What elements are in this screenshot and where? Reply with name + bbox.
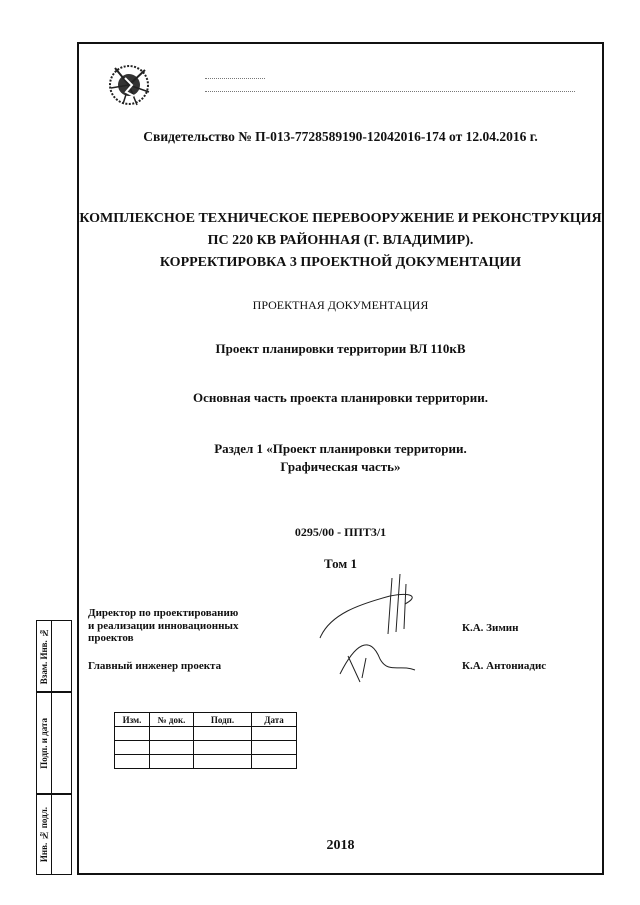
volume-number: Том 1	[324, 556, 357, 571]
table-cell	[115, 755, 150, 769]
table-header-row	[115, 713, 297, 727]
table-cell	[150, 727, 194, 741]
table-cell	[194, 727, 252, 741]
table-cell	[194, 755, 252, 769]
project-name: Проект планировки территории ВЛ 110кВ	[215, 341, 466, 356]
signatory-role-2: Главный инженер проекта	[88, 660, 222, 672]
column-header: Дата	[252, 713, 297, 727]
table-cell	[252, 727, 297, 741]
handwritten-signatures	[300, 574, 440, 684]
organization-name-faded	[205, 78, 265, 80]
stamp-original-inventory: Инв. № подл.	[36, 794, 72, 875]
table-row	[115, 741, 297, 755]
signatory-name-2: К.А. Антониадис	[462, 660, 547, 672]
section-line-2: Графическая часть»	[280, 459, 401, 474]
table-row	[115, 755, 297, 769]
revision-table	[114, 712, 297, 769]
project-title-line-1: КОМПЛЕКСНОЕ ТЕХНИЧЕСКОЕ ПЕРЕВООРУЖЕНИЕ И РЕКОНСТРУКЦИЯ	[79, 211, 602, 226]
column-header: № док.	[150, 713, 194, 727]
table-cell	[115, 741, 150, 755]
stamp-signature-date: Подп. и дата	[36, 692, 72, 794]
column-header: Изм.	[115, 713, 150, 727]
table-cell	[115, 727, 150, 741]
signatory-role-1: Директор по проектированию и реализации инновационных проектов	[88, 607, 239, 644]
document-code: 0295/00 - ППТ3/1	[294, 525, 387, 539]
organization-name-faded	[205, 91, 575, 93]
table-cell	[194, 741, 252, 755]
part-name: Основная часть проекта планировки территории.	[193, 390, 488, 405]
section-line-1: Раздел 1 «Проект планировки территории.	[214, 441, 467, 456]
table-cell	[252, 741, 297, 755]
document-type: ПРОЕКТНАЯ ДОКУМЕНТАЦИЯ	[252, 298, 429, 312]
project-title-line-2: ПС 220 КВ РАЙОННАЯ (Г. ВЛАДИМИР).	[207, 233, 474, 248]
column-header: Подп.	[194, 713, 252, 727]
table-row	[115, 727, 297, 741]
document-year: 2018	[326, 838, 355, 853]
project-title-line-3: КОРРЕКТИРОВКА 3 ПРОЕКТНОЙ ДОКУМЕНТАЦИИ	[159, 255, 522, 270]
certificate-number: Свидетельство № П-013-7728589190-12042016-174 от 12.04.2016 г.	[143, 129, 538, 144]
signatory-name-1: К.А. Зимин	[462, 622, 519, 634]
utility-emblem-icon	[105, 58, 153, 110]
stamp-replacement-inventory: Взам. Инв. №	[36, 620, 72, 692]
table-cell	[252, 755, 297, 769]
table-cell	[150, 755, 194, 769]
table-cell	[150, 741, 194, 755]
